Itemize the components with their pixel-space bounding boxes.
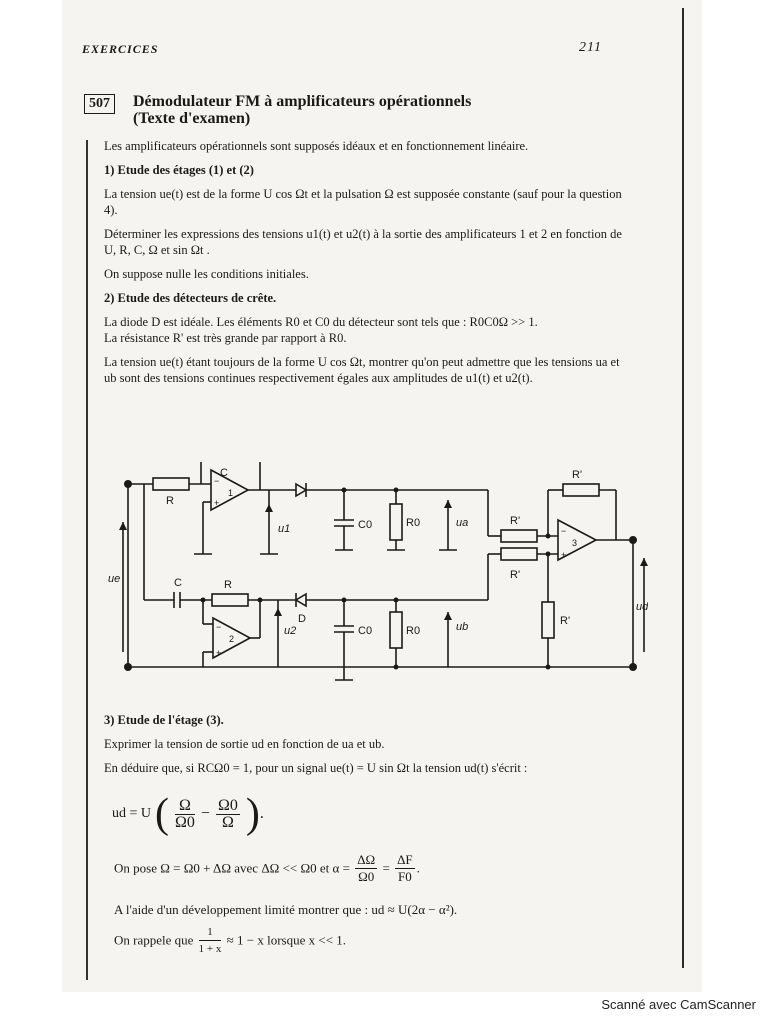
alpha-f2-den: F0 (397, 869, 412, 884)
opamp1-plus: + (214, 498, 220, 508)
eq-f2-num: Ω0 (217, 796, 238, 814)
q1-paragraph-3: On suppose nulle les conditions initiales. (104, 267, 309, 281)
eq-f1-den: Ω0 (175, 813, 195, 831)
alpha-fraction-1 (355, 852, 377, 885)
text-block-q3 (104, 712, 634, 784)
exercise-title-line2: (Texte d'examen) (133, 110, 251, 127)
page-edge-line (682, 8, 684, 968)
approx-num: 1 (199, 924, 222, 941)
q3-paragraph-1: Exprimer la tension de sortie ud en fonction de ua et ub. (104, 737, 385, 751)
alpha-f2-num: ΔF (397, 852, 413, 867)
label-D: D (298, 613, 306, 625)
alpha-pre: On pose Ω = Ω0 + ΔΩ avec ΔΩ << Ω0 et α = (114, 860, 350, 876)
approx-reminder (114, 924, 346, 957)
label-C0-top: C0 (358, 519, 373, 531)
label-ud: ud (636, 601, 648, 613)
q2-paragraph-1: La diode D est idéale. Les éléments R0 et C0 du détecteur sont tels que : R0C0Ω >> 1. (104, 315, 538, 329)
camscanner-credit: Scanné avec CamScanner (601, 997, 756, 1012)
label-C0-bot: C0 (358, 625, 373, 637)
label-opamp-3: 3 (572, 538, 578, 548)
eq-fraction-2 (216, 798, 240, 831)
q3-paragraph-2: En déduire que, si RCΩ0 = 1, pour un signal ue(t) = U sin Ωt la tension ud(t) s'écrit : (104, 761, 528, 775)
approx-den: 1 + x (198, 943, 222, 955)
q1-paragraph-1: La tension ue(t) est de la forme U cos Ωt et la pulsation Ω est supposée constante (sauf pour la question 4). (104, 187, 622, 217)
eq-end: . (259, 805, 264, 822)
exercise-title (133, 93, 471, 127)
q2-paragraph-2: La résistance R' est très grande par rapport à R0. (104, 331, 347, 345)
q2-paragraph-3: La tension ue(t) étant toujours de la forme U cos Ωt, montrer qu'on peut admettre que les tensions ua et ub sont des tensions continues respectivement égales aux amplitudes de u1(t) et u2(t). (104, 355, 620, 385)
q1-paragraph-2: Déterminer les expressions des tensions u1(t) et u2(t) à la sortie des amplificateurs 1 et 2 en fonction de U, R, C, Ω et sin Ωt . (104, 227, 622, 257)
label-R0-top: R0 (406, 517, 421, 529)
q3-heading: 3) Etude de l'étage (3). (104, 713, 224, 727)
intro-paragraph: Les amplificateurs opérationnels sont supposés idéaux et en fonctionnement linéaire. (104, 139, 529, 153)
eq-fraction-1 (175, 798, 195, 831)
label-R0-bot: R0 (406, 625, 421, 637)
margin-bar (86, 140, 88, 980)
exercise-number: 507 (84, 94, 115, 114)
label-Rp-bot: R' (560, 615, 571, 627)
label-opamp-2: 2 (229, 634, 235, 644)
label-ue: ue (108, 573, 121, 585)
approx-fraction (199, 924, 222, 957)
label-opamp-1: 1 (228, 488, 234, 498)
label-C-top: C (220, 467, 228, 479)
alpha-f1-den: Ω0 (358, 869, 375, 884)
q2-heading: 2) Etude des détecteurs de crête. (104, 291, 277, 305)
equation-ud (112, 790, 264, 838)
label-u2: u2 (284, 625, 297, 637)
page-header (82, 42, 602, 57)
label-R-top: R (166, 495, 174, 507)
alpha-fraction-2 (395, 852, 415, 885)
eq-lhs: ud = U (112, 806, 152, 821)
opamp2-plus: + (216, 648, 222, 658)
q1-heading: 1) Etude des étages (1) et (2) (104, 163, 254, 177)
label-ua: ua (456, 517, 469, 529)
section-title: EXERCICES (82, 42, 159, 56)
eq-open-paren: ( (155, 791, 170, 837)
label-Rp-a: R' (510, 515, 521, 527)
q3-paragraph-4: A l'aide d'un développement limité montrer que : ud ≈ U(2α − α²). (114, 902, 458, 917)
circuit-diagram (108, 462, 648, 702)
label-Rp-top: R' (572, 469, 583, 481)
approx-post: ≈ 1 − x lorsque x << 1. (226, 932, 347, 948)
label-u1: u1 (278, 523, 291, 535)
opamp2-minus: − (216, 622, 222, 632)
eq-f1-num: Ω (175, 798, 195, 815)
opamp1-minus: − (214, 476, 220, 486)
alpha-eq: = (382, 860, 390, 876)
label-C-bot: C (174, 577, 182, 589)
page-number: 211 (579, 40, 602, 55)
alpha-f1-num: ΔΩ (357, 852, 376, 867)
label-Rp-b: R' (510, 569, 521, 581)
text-block-q1-q2 (104, 138, 634, 394)
label-ub: ub (456, 621, 469, 633)
opamp3-plus: + (561, 550, 567, 560)
eq-minus: − (200, 805, 210, 822)
exercise-title-line1: Démodulateur FM à amplificateurs opérationnels (133, 93, 472, 110)
eq-close-paren: ) (245, 791, 260, 837)
approx-pre: On rappele que (114, 932, 194, 948)
eq-f2-den: Ω (221, 813, 234, 831)
opamp3-minus: − (561, 526, 567, 536)
alpha-end: . (416, 860, 420, 876)
alpha-definition (114, 852, 420, 885)
label-R-bot: R (224, 579, 232, 591)
